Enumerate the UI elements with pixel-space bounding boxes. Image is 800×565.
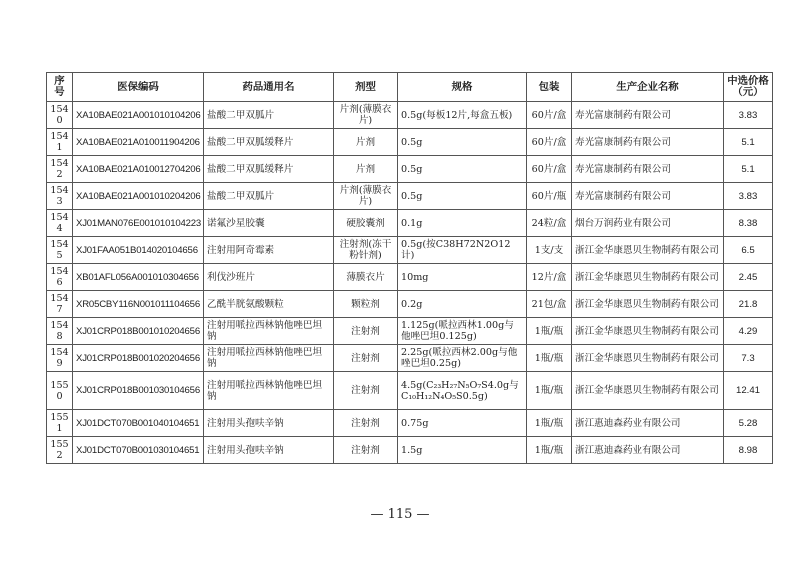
insurance-code: XA10BAE021A010011904206 [73,129,204,156]
table-row [47,102,773,129]
dosage-form: 硬胶囊剂 [334,210,398,237]
packaging: 1瓶/瓶 [527,345,572,372]
table-row [47,210,773,237]
manufacturer: 浙江惠迪森药业有限公司 [572,410,724,437]
specification: 2.25g(哌拉西林2.00g与他唑巴坦0.25g) [398,345,527,372]
row-number: 1540 [47,102,73,129]
selected-price: 5.1 [724,156,773,183]
row-number: 1543 [47,183,73,210]
specification: 0.75g [398,410,527,437]
manufacturer: 寿光富康制药有限公司 [572,156,724,183]
table-row [47,345,773,372]
specification: 1.5g [398,437,527,464]
specification: 4.5g(C₂₃H₂₇N₅O₇S4.0g与C₁₀H₁₂N₄O₅S0.5g) [398,372,527,410]
specification: 0.5g [398,183,527,210]
selected-price: 12.41 [724,372,773,410]
selected-price: 6.5 [724,237,773,264]
manufacturer: 浙江金华康恩贝生物制药有限公司 [572,318,724,345]
selected-price: 5.28 [724,410,773,437]
specification: 0.5g [398,129,527,156]
insurance-code: XJ01DCT070B001040104651 [73,410,204,437]
packaging: 1支/支 [527,237,572,264]
drug-name: 乙酰半胱氨酸颗粒 [204,291,334,318]
row-number: 1550 [47,372,73,410]
packaging: 24粒/盒 [527,210,572,237]
dosage-form: 注射剂 [334,345,398,372]
selected-price: 8.98 [724,437,773,464]
manufacturer: 浙江金华康恩贝生物制药有限公司 [572,237,724,264]
insurance-code: XJ01CRP018B001010204656 [73,318,204,345]
dosage-form: 片剂 [334,156,398,183]
row-number: 1552 [47,437,73,464]
insurance-code: XR05CBY116N001011104656 [73,291,204,318]
dosage-form: 注射剂 [334,437,398,464]
packaging: 60片/盒 [527,129,572,156]
drug-name: 注射用哌拉西林钠他唑巴坦钠 [204,318,334,345]
insurance-code: XJ01MAN076E001010104223 [73,210,204,237]
drug-name: 盐酸二甲双胍片 [204,183,334,210]
table-row [47,183,773,210]
drug-name: 注射用头孢呋辛钠 [204,437,334,464]
manufacturer: 浙江金华康恩贝生物制药有限公司 [572,345,724,372]
row-number: 1547 [47,291,73,318]
dosage-form: 片剂 [334,129,398,156]
selected-price: 21.8 [724,291,773,318]
dosage-form: 片剂(薄膜衣片) [334,183,398,210]
specification: 0.2g [398,291,527,318]
specification: 0.5g(每板12片,每盒五板) [398,102,527,129]
drug-name: 诺氟沙星胶囊 [204,210,334,237]
row-number: 1546 [47,264,73,291]
packaging: 1瓶/瓶 [527,372,572,410]
manufacturer: 烟台万润药业有限公司 [572,210,724,237]
table-row [47,318,773,345]
specification: 0.1g [398,210,527,237]
manufacturer: 浙江金华康恩贝生物制药有限公司 [572,372,724,410]
packaging: 12片/盒 [527,264,572,291]
drug-name: 注射用哌拉西林钠他唑巴坦钠 [204,372,334,410]
insurance-code: XJ01CRP018B001020204656 [73,345,204,372]
insurance-code: XA10BAE021A001010104206 [73,102,204,129]
specification: 0.5g [398,156,527,183]
packaging: 60片/盒 [527,156,572,183]
dosage-form: 颗粒剂 [334,291,398,318]
row-number: 1548 [47,318,73,345]
insurance-code: XB01AFL056A001010304656 [73,264,204,291]
insurance-code: XA10BAE021A010012704206 [73,156,204,183]
selected-price: 7.3 [724,345,773,372]
column-header: 剂型 [334,73,398,102]
dosage-form: 注射剂 [334,410,398,437]
specification: 10mg [398,264,527,291]
drug-name: 注射用哌拉西林钠他唑巴坦钠 [204,345,334,372]
column-header: 序号 [47,73,73,102]
drug-name: 盐酸二甲双胍缓释片 [204,156,334,183]
packaging: 1瓶/瓶 [527,437,572,464]
drug-name: 注射用阿奇霉素 [204,237,334,264]
selected-price: 3.83 [724,102,773,129]
manufacturer: 浙江惠迪森药业有限公司 [572,437,724,464]
drug-name: 盐酸二甲双胍片 [204,102,334,129]
row-number: 1545 [47,237,73,264]
packaging: 60片/瓶 [527,183,572,210]
column-header: 药品通用名 [204,73,334,102]
selected-price: 3.83 [724,183,773,210]
selected-price: 2.45 [724,264,773,291]
selected-price: 4.29 [724,318,773,345]
row-number: 1549 [47,345,73,372]
specification: 1.125g(哌拉西林1.00g与他唑巴坦0.125g) [398,318,527,345]
packaging: 21包/盒 [527,291,572,318]
drug-name: 利伐沙班片 [204,264,334,291]
selected-price: 8.38 [724,210,773,237]
manufacturer: 寿光富康制药有限公司 [572,183,724,210]
row-number: 1551 [47,410,73,437]
manufacturer: 浙江金华康恩贝生物制药有限公司 [572,264,724,291]
packaging: 1瓶/瓶 [527,318,572,345]
insurance-code: XJ01CRP018B001030104656 [73,372,204,410]
dosage-form: 注射剂 [334,372,398,410]
table-row [47,291,773,318]
column-header: 中选价格（元） [724,73,773,102]
dosage-form: 注射剂(冻干粉针剂) [334,237,398,264]
manufacturer: 寿光富康制药有限公司 [572,129,724,156]
drug-price-table [46,72,773,464]
manufacturer: 浙江金华康恩贝生物制药有限公司 [572,291,724,318]
insurance-code: XJ01FAA051B014020104656 [73,237,204,264]
table-body [47,102,773,464]
column-header: 生产企业名称 [572,73,724,102]
insurance-code: XA10BAE021A001010204206 [73,183,204,210]
table-row [47,237,773,264]
table-row [47,372,773,410]
column-header: 医保编码 [73,73,204,102]
table-row [47,156,773,183]
table-header-row [47,73,773,102]
row-number: 1541 [47,129,73,156]
table-row [47,437,773,464]
page-number: — 115 — [370,507,430,522]
table-row [47,264,773,291]
dosage-form: 注射剂 [334,318,398,345]
specification: 0.5g(按C38H72N2O12计) [398,237,527,264]
row-number: 1542 [47,156,73,183]
selected-price: 5.1 [724,129,773,156]
packaging: 60片/盒 [527,102,572,129]
column-header: 规格 [398,73,527,102]
column-header: 包装 [527,73,572,102]
row-number: 1544 [47,210,73,237]
table-row [47,129,773,156]
packaging: 1瓶/瓶 [527,410,572,437]
insurance-code: XJ01DCT070B001030104651 [73,437,204,464]
table-row [47,410,773,437]
drug-name: 盐酸二甲双胍缓释片 [204,129,334,156]
manufacturer: 寿光富康制药有限公司 [572,102,724,129]
dosage-form: 片剂(薄膜衣片) [334,102,398,129]
dosage-form: 薄膜衣片 [334,264,398,291]
drug-name: 注射用头孢呋辛钠 [204,410,334,437]
